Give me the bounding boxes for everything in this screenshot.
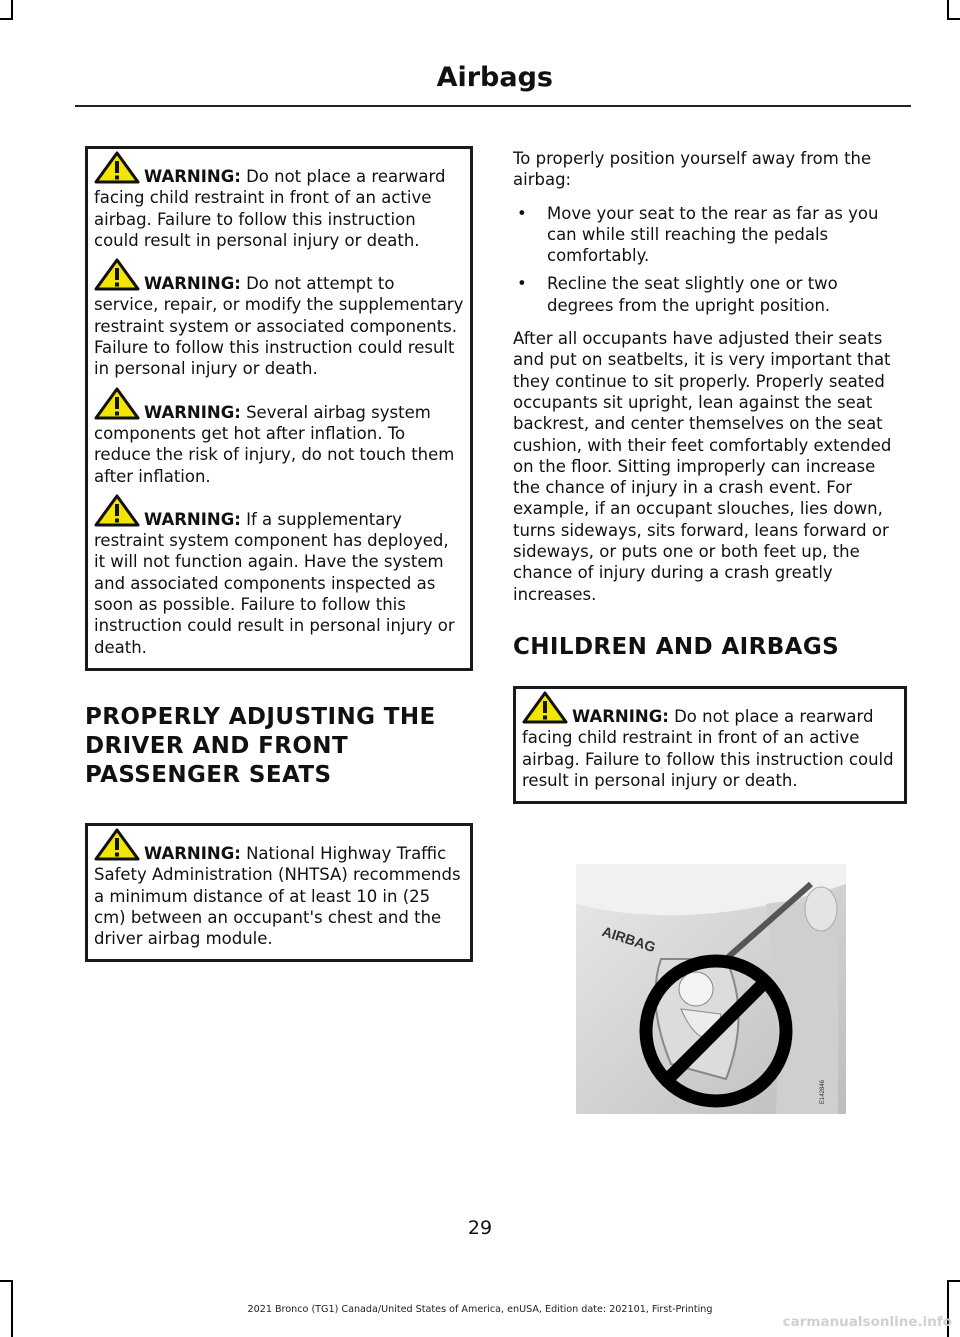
- warning-text: Do not place a rearward facing child restraint in front of an active airbag. Failure to follow this instruction could result in personal injury or death.: [522, 706, 894, 790]
- warning-label: WARNING:: [144, 274, 241, 294]
- bullet-symbol: •: [517, 274, 527, 294]
- warning-triangle-icon: [94, 151, 140, 185]
- child-seat-airbag-illustration: [576, 864, 846, 1114]
- warning-label: WARNING:: [144, 509, 241, 529]
- section-heading-line: PASSENGER SEATS: [85, 761, 332, 788]
- intro-paragraph: To properly position yourself away from the airbag:: [513, 149, 872, 190]
- warning-text: If a supplementary restraint system component has deployed, it will not function again. Have the system and associated components inspected as soon as possible. Failure to follow this instruction could result in personal injury or death.: [94, 509, 455, 657]
- headrest-shape: [805, 887, 837, 931]
- crop-mark: [0, 1280, 13, 1282]
- crop-mark: [0, 18, 13, 20]
- warning-item: [94, 165, 464, 251]
- right-column: [513, 146, 907, 804]
- crop-mark: [11, 0, 13, 20]
- section-heading-line: PROPERLY ADJUSTING THE: [85, 703, 436, 730]
- child-head-shape: [679, 972, 713, 1006]
- warning-label: WARNING:: [144, 402, 241, 422]
- warning-triangle-icon: [522, 691, 568, 725]
- warning-item: [94, 401, 464, 487]
- warning-triangle-icon: [94, 494, 140, 528]
- warning-box: [85, 146, 473, 671]
- warning-box: [85, 823, 473, 962]
- list-item-text: Recline the seat slightly one or two degrees from the upright position.: [547, 274, 838, 315]
- list-item: [513, 273, 907, 316]
- warning-text: Several airbag system components get hot after inflation. To reduce the risk of injury, do not touch them after inflation.: [94, 402, 455, 486]
- list-item-text: Move your seat to the rear as far as you can while still reaching the pedals comfortably.: [547, 203, 879, 266]
- warning-label: WARNING:: [572, 706, 669, 726]
- warning-item: [522, 705, 898, 791]
- warning-item: [94, 508, 464, 658]
- warning-label: WARNING:: [144, 843, 241, 863]
- warning-triangle-icon: [94, 258, 140, 292]
- crop-mark: [947, 1280, 960, 1282]
- left-column: [85, 146, 473, 962]
- airbag-label: AIRBAG: [600, 922, 658, 956]
- footer-text: 2021 Bronco (TG1) Canada/United States of America, enUSA, Edition date: 202101, First-Printing: [247, 1304, 713, 1315]
- illustration-graphic: [576, 864, 846, 1114]
- warning-item: [94, 842, 464, 949]
- warning-text: Do not attempt to service, repair, or modify the supplementary restraint system or associated components. Failure to follow this instruction could result in personal injury or death.: [94, 274, 464, 379]
- bullet-list: [513, 203, 907, 316]
- list-item: [513, 203, 907, 267]
- section-heading: [85, 703, 473, 790]
- page-title: Airbags: [436, 62, 553, 93]
- body-paragraph: After all occupants have adjusted their seats and put on seatbelts, it is very important that they continue to sit properly. Properly seated occupants sit upright, lean against the seat backrest, and center themselves on the seat cushion, with their feet comfortably extended on the floor. Sitting improperly can increase the chance of injury in a crash event. For example, if an occupant slouches, lies down, turns sideways, sits forward, leans forward or sideways, or puts one or both feet up, the chance of injury during a crash greatly increases.: [513, 329, 892, 604]
- crop-mark: [947, 0, 949, 20]
- warning-text: National Highway Traffic Safety Administration (NHTSA) recommends a minimum distance of at least 10 in (25 cm) between an occupant's chest and the driver airbag module.: [94, 843, 461, 949]
- warning-triangle-icon: [94, 828, 140, 862]
- warning-label: WARNING:: [144, 167, 241, 186]
- illustration-code: E142846: [820, 1079, 826, 1104]
- page-number: 29: [467, 1217, 493, 1239]
- watermark: carmanualsonline.info: [782, 1314, 952, 1330]
- bullet-symbol: •: [517, 203, 527, 223]
- warning-box: [513, 686, 907, 804]
- crop-mark: [947, 18, 960, 20]
- warning-triangle-icon: [94, 387, 140, 421]
- warning-item: [94, 272, 464, 379]
- warning-text: Do not place a rearward facing child restraint in front of an active airbag. Failure to follow this instruction could result in personal injury or death.: [94, 167, 446, 250]
- section-heading-line: DRIVER AND FRONT: [85, 732, 349, 759]
- section-heading: CHILDREN AND AIRBAGS: [513, 633, 840, 660]
- header-divider: [75, 105, 911, 107]
